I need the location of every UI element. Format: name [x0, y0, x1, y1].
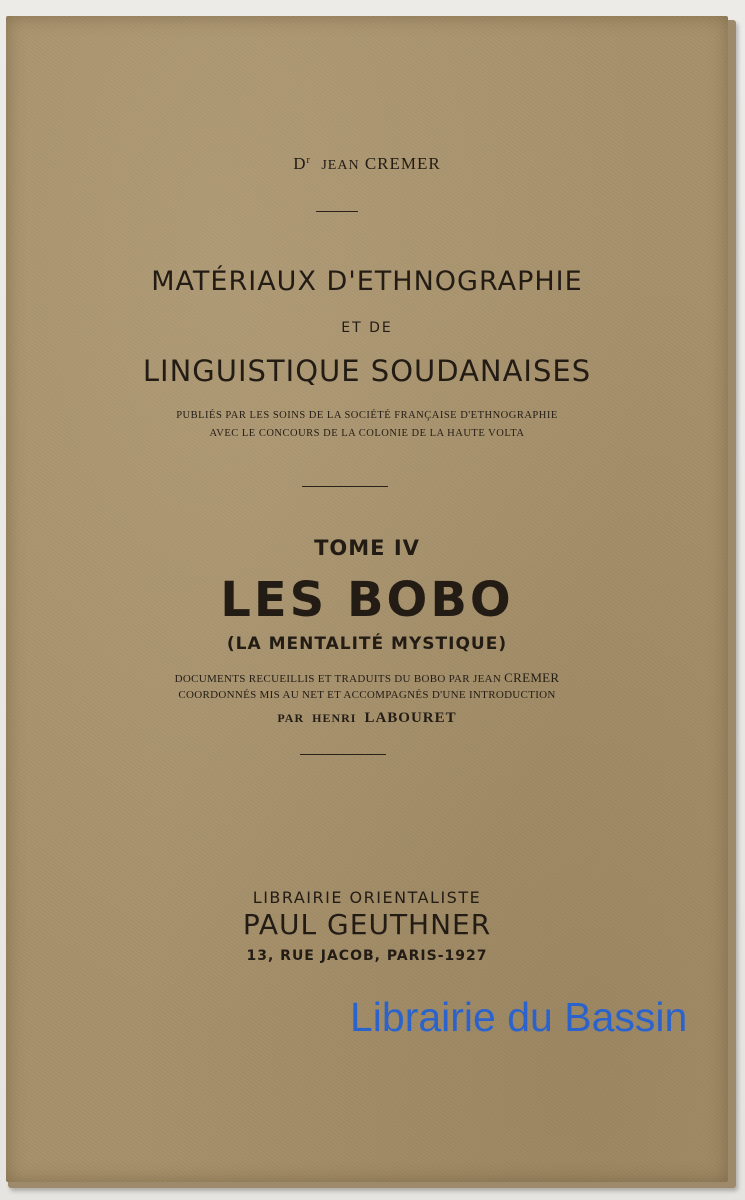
- editor-line: [6, 710, 728, 727]
- publisher-address: 13, RUE JACOB, PARIS-1927: [246, 948, 488, 964]
- documents-line1: [6, 670, 728, 686]
- volume-label: TOME IV: [314, 536, 420, 560]
- author-prefix: D: [293, 154, 307, 173]
- author-last-name: CREMER: [364, 154, 441, 173]
- publisher-line1: LIBRAIRIE ORIENTALISTE: [252, 888, 482, 907]
- series-divider: [302, 486, 388, 487]
- book-subtitle: (LA MENTALITÉ MYSTIQUE): [226, 634, 508, 654]
- series-title-line1: MATÉRIAUX D'ETHNOGRAPHIE: [151, 266, 583, 297]
- documents-line2: COORDONNÉS MIS AU NET ET ACCOMPAGNÉS D'UNE INTRODUCTION: [178, 689, 556, 701]
- author-divider: [316, 211, 358, 212]
- published-by-line2: AVEC LE CONCOURS DE LA COLONIE DE LA HAUTE VOLTA: [209, 428, 525, 439]
- documents-line1-name: CREMER: [504, 670, 560, 685]
- editor-first-name: HENRI: [312, 711, 357, 725]
- book-title: LES BOBO: [220, 572, 514, 628]
- editor-last-name: LABOURET: [364, 710, 457, 726]
- documents-line1-text: DOCUMENTS RECUEILLIS ET TRADUITS DU BOBO PAR JEAN: [174, 673, 502, 685]
- series-connector: ET DE: [341, 320, 393, 336]
- publisher-name: PAUL GEUTHNER: [242, 908, 492, 941]
- seller-watermark: Librairie du Bassin: [350, 994, 688, 1040]
- editor-par: PAR: [277, 711, 305, 725]
- published-by-line1: PUBLIÉS PAR LES SOINS DE LA SOCIÉTÉ FRANÇAISE D'ETHNOGRAPHIE: [176, 410, 558, 421]
- author-first-name: JEAN: [321, 158, 360, 173]
- series-title-line2: LINGUISTIQUE SOUDANAISES: [142, 354, 592, 388]
- title-divider: [300, 754, 386, 755]
- author-prefix-sup: r: [306, 155, 311, 166]
- author-line: [6, 154, 728, 174]
